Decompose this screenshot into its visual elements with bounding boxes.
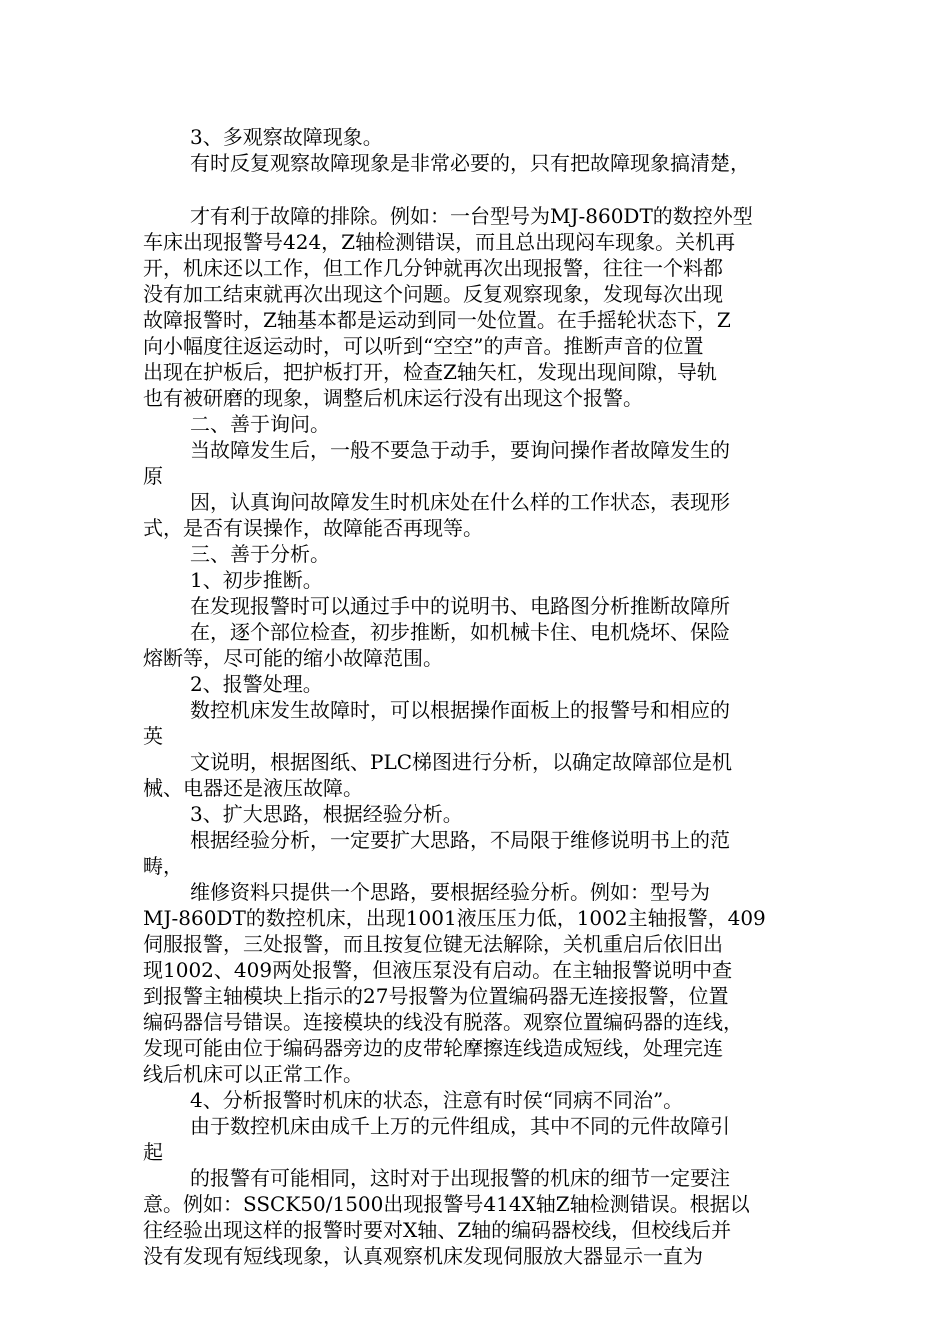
text-line: 线后机床可以正常工作。 (143, 1062, 363, 1086)
text-line: 3、多观察故障现象。 (190, 125, 383, 149)
text-line: 有时反复观察故障现象是非常必要的，只有把故障现象搞清楚， (190, 151, 750, 175)
sub-heading: 2、报警处理。 (190, 672, 323, 696)
text-line: 往经验出现这样的报警时要对X轴、Z轴的编码器校线，但校线后并 (143, 1218, 732, 1242)
text-line: 原 (143, 464, 163, 488)
text-line: 到报警主轴模块上指示的27号报警为位置编码器无连接报警，位置 (143, 984, 729, 1008)
text-line: 意。例如：SSCK50/1500出现报警号414X轴Z轴检测错误。根据以 (143, 1192, 750, 1216)
text-line: 在，逐个部位检查，初步推断，如机械卡住、电机烧坏、保险 (190, 620, 730, 644)
sub-heading: 1、初步推断。 (190, 568, 323, 592)
text-line: 发现可能由位于编码器旁边的皮带轮摩擦连线造成短线，处理完连 (143, 1036, 723, 1060)
text-line: 的报警有可能相同，这时对于出现报警的机床的细节一定要注 (190, 1166, 730, 1190)
text-line: 出现在护板后，把护板打开，检查Z轴矢杠，发现出现间隙，导轨 (143, 360, 717, 384)
sub-heading: 3、扩大思路，根据经验分析。 (190, 802, 463, 826)
text-line: 由于数控机床由成千上万的元件组成，其中不同的元件故障引 (190, 1114, 730, 1138)
text-line: 起 (143, 1140, 163, 1164)
sub-heading: 4、分析报警时机床的状态，注意有时侯“同病不同治”。 (190, 1088, 684, 1112)
section-heading: 三、善于分析。 (190, 542, 330, 566)
text-line: 开，机床还以工作，但工作几分钟就再次出现报警，往往一个料都 (143, 256, 723, 280)
text-line: 英 (143, 724, 163, 748)
text-line: 根据经验分析，一定要扩大思路，不局限于维修说明书上的范 (190, 828, 730, 852)
text-line: 也有被研磨的现象，调整后机床运行没有出现这个报警。 (143, 386, 643, 410)
text-line: 械、电器还是液压故障。 (143, 776, 363, 800)
text-line: MJ-860DT的数控机床，出现1001液压压力低，1002主轴报警，409 (143, 906, 766, 930)
text-line: 文说明，根据图纸、PLC梯图进行分析，以确定故障部位是机 (190, 750, 733, 774)
section-heading: 二、善于询问。 (190, 412, 330, 436)
text-line: 才有利于故障的排除。例如：一台型号为MJ-860DT的数控外型 (190, 204, 753, 228)
text-line: 向小幅度往返运动时，可以听到“空空”的声音。推断声音的位置 (143, 334, 704, 358)
text-line: 没有加工结束就再次出现这个问题。反复观察现象，发现每次出现 (143, 282, 723, 306)
text-line: 因，认真询问故障发生时机床处在什么样的工作状态，表现形 (190, 490, 730, 514)
text-line: 当故障发生后，一般不要急于动手，要询问操作者故障发生的 (190, 438, 730, 462)
text-line: 编码器信号错误。连接模块的线没有脱落。观察位置编码器的连线， (143, 1010, 743, 1034)
text-line: 维修资料只提供一个思路，要根据经验分析。例如：型号为 (190, 880, 710, 904)
text-line: 畴， (143, 854, 183, 878)
text-line: 没有发现有短线现象，认真观察机床发现伺服放大器显示一直为 (143, 1244, 703, 1268)
text-line: 故障报警时，Z轴基本都是运动到同一处位置。在手摇轮状态下，Z (143, 308, 731, 332)
text-line: 式，是否有误操作，故障能否再现等。 (143, 516, 483, 540)
text-line: 在发现报警时可以通过手中的说明书、电路图分析推断故障所 (190, 594, 730, 618)
text-line: 数控机床发生故障时，可以根据操作面板上的报警号和相应的 (190, 698, 730, 722)
text-line: 熔断等，尽可能的缩小故障范围。 (143, 646, 443, 670)
text-line: 现1002、409两处报警，但液压泵没有启动。在主轴报警说明中查 (143, 958, 733, 982)
text-line: 车床出现报警号424，Z轴检测错误，而且总出现闷车现象。关机再 (143, 230, 736, 254)
text-line: 伺服报警，三处报警，而且按复位键无法解除，关机重启后依旧出 (143, 932, 723, 956)
